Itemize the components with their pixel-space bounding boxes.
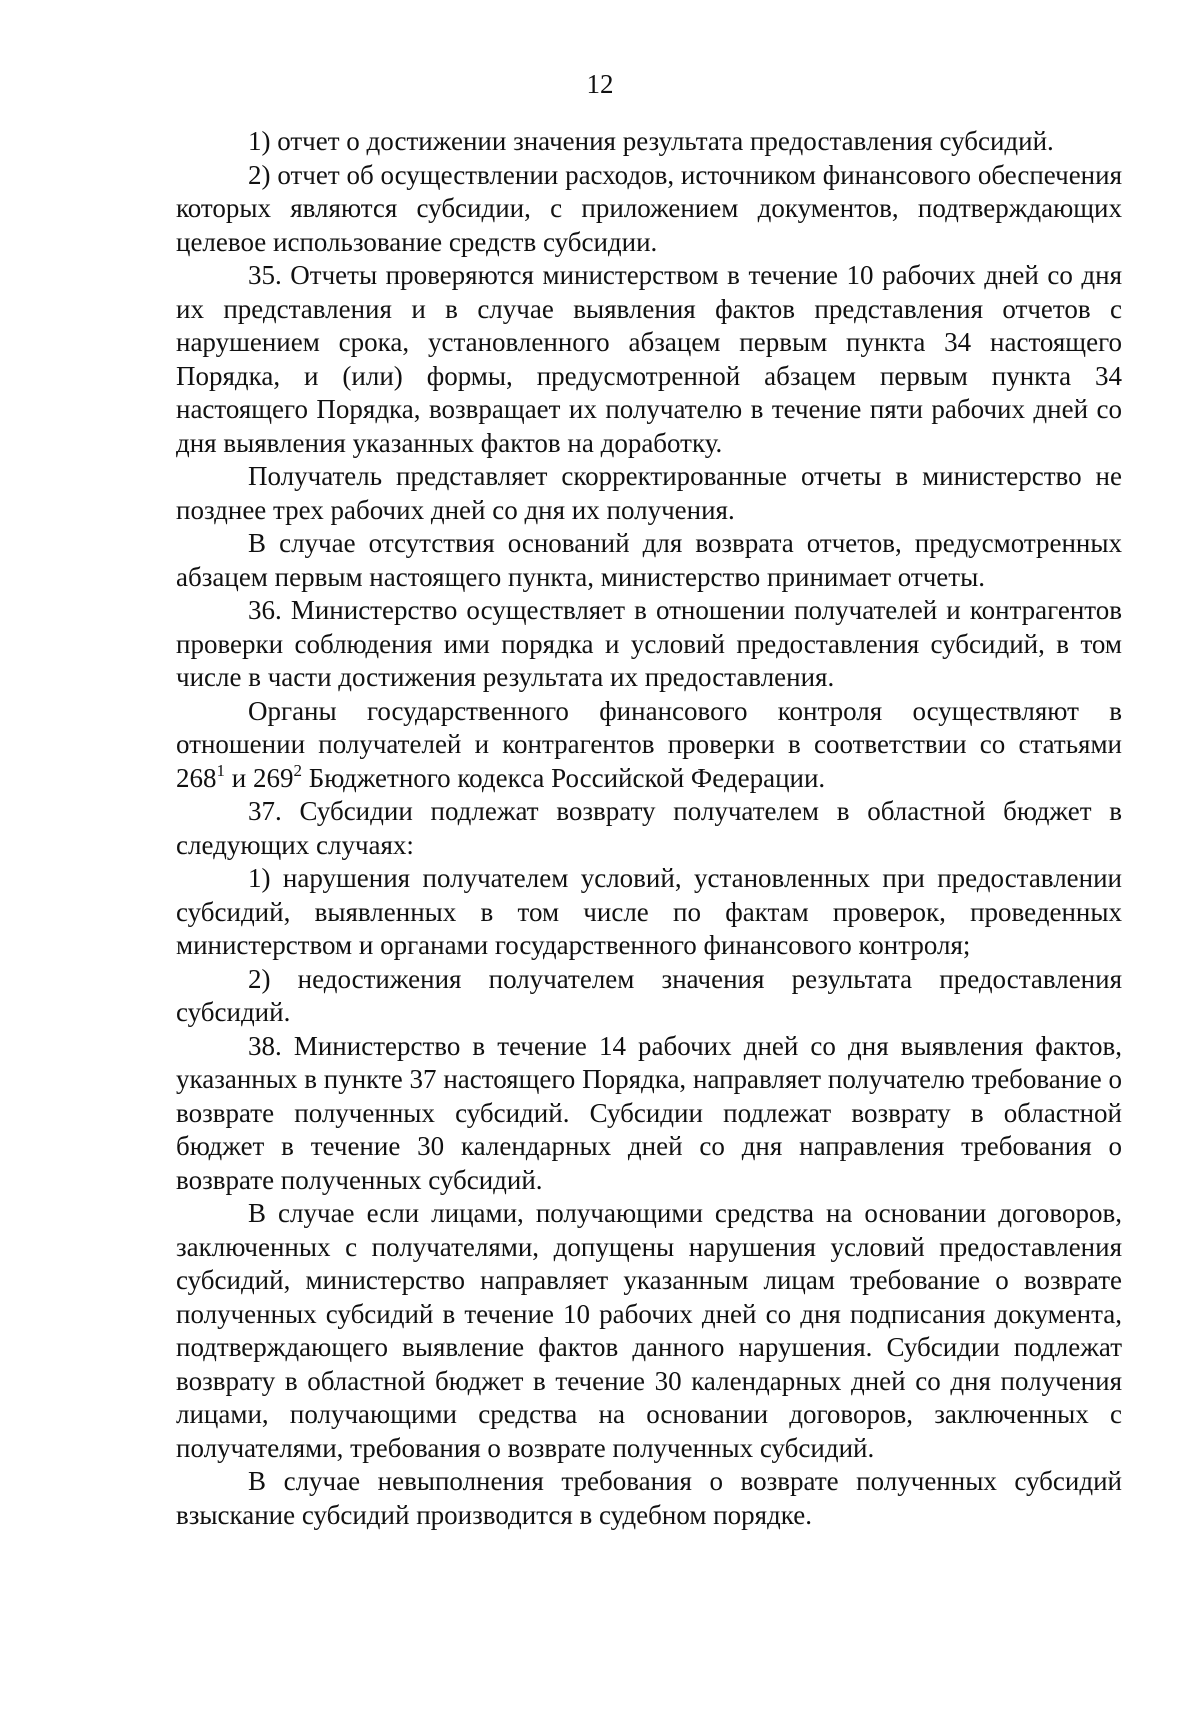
paragraph-item-36: 36. Министерство осуществляет в отношении получателей и контрагентов проверки соблюдения ими порядка и условий предоставления субсидий, в том числе в части достижения результата их предоставления. bbox=[176, 595, 1122, 692]
paragraph-item-35: 35. Отчеты проверяются министерством в течение 10 рабочих дней со дня их представления и в случае выявления фактов представления отчетов с нарушением срока, установленного абзацем первым пункта 34 настоящего Порядка, и (или) формы, предусмотренной абзацем первым пункта 34 настоящего Порядка, возвращает их получателю в течение пяти рабочих дней со дня выявления указанных фактов на доработку. bbox=[176, 260, 1122, 458]
control-text-middle: и 269 bbox=[225, 762, 294, 793]
superscript-1: 1 bbox=[216, 760, 225, 780]
document-body bbox=[176, 125, 1122, 1532]
control-text-after: Бюджетного кодекса Российской Федерации. bbox=[301, 762, 826, 793]
control-text-before: Органы государственного финансового контроля осуществляют в отношении получателей и контрагентов проверки в соответствии со статьями 268 bbox=[176, 695, 1122, 793]
paragraph-financial-control bbox=[176, 695, 1122, 796]
paragraph-contract-persons: В случае если лицами, получающими средства на основании договоров, заключенных с получателями, допущены нарушения условий предоставления субсидий, министерство направляет указанным лицам требование о возврате полученных субсидий в течение 10 рабочих дней со дня подписания документа, подтверждающего выявление фактов данного нарушения. Субсидии подлежат возврату в областной бюджет в течение 30 календарных дней со дня получения лицами, получающими средства на основании договоров, заключенных с получателями, требования о возврате полученных субсидий. bbox=[176, 1198, 1122, 1463]
page-number: 12 bbox=[586, 69, 614, 99]
paragraph-judicial-recovery: В случае невыполнения требования о возврате полученных субсидий взыскание субсидий производится в судебном порядке. bbox=[176, 1466, 1122, 1530]
paragraph-item-37: 37. Субсидии подлежат возврату получателем в областной бюджет в следующих случаях: bbox=[176, 796, 1122, 860]
superscript-2: 2 bbox=[293, 760, 302, 780]
paragraph-result-not-achieved: 2) недостижения получателем значения результата предоставления субсидий. bbox=[176, 963, 1122, 1027]
paragraph-reports-accepted: В случае отсутствия оснований для возврата отчетов, предусмотренных абзацем первым настоящего пункта, министерство принимает отчеты. bbox=[176, 528, 1122, 592]
paragraph-corrected-reports: Получатель представляет скорректированные отчеты в министерство не позднее трех рабочих дней со дня их получения. bbox=[176, 461, 1122, 525]
paragraph-item-38: 38. Министерство в течение 14 рабочих дней со дня выявления фактов, указанных в пункте 37 настоящего Порядка, направляет получателю требование о возврате полученных субсидий. Субсидии подлежат возврату в областной бюджет в течение 30 календарных дней со дня направления требования о возврате полученных субсидий. bbox=[176, 1030, 1122, 1195]
paragraph-report-result: 1) отчет о достижении значения результата предоставления субсидий. bbox=[248, 126, 1054, 156]
paragraph-report-expenses: 2) отчет об осуществлении расходов, источником финансового обеспечения которых являются субсидии, с приложением документов, подтверждающих целевое использование средств субсидии. bbox=[176, 159, 1122, 257]
paragraph-violation-conditions: 1) нарушения получателем условий, установленных при предоставлении субсидий, выявленных в том числе по фактам проверок, проведенных министерством и органами государственного финансового контроля; bbox=[176, 863, 1122, 960]
